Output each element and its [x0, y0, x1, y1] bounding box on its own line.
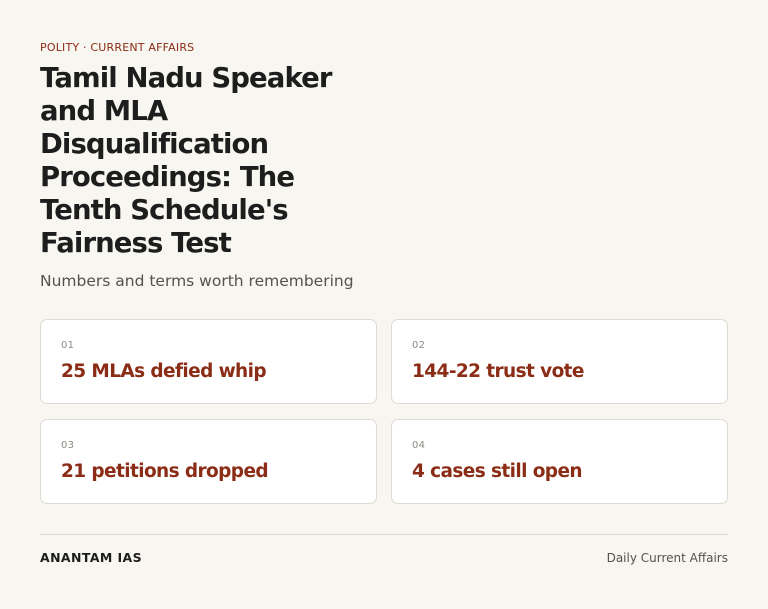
fact-card-text: 144-22 trust vote	[412, 361, 584, 382]
fact-card	[40, 419, 377, 504]
fact-card-grid	[40, 319, 728, 504]
fact-card-number: 02	[412, 340, 426, 351]
fact-card-text: 25 MLAs defied whip	[61, 361, 267, 382]
footer-divider	[40, 534, 728, 535]
fact-card	[391, 319, 728, 404]
page-subtitle: Numbers and terms worth remembering	[40, 272, 354, 290]
fact-card-text: 21 petitions dropped	[61, 461, 269, 482]
fact-card-number: 03	[61, 440, 75, 451]
fact-card-text: 4 cases still open	[412, 461, 582, 482]
brand-name: ANANTAM IAS	[40, 550, 143, 565]
footer-tagline: Daily Current Affairs	[606, 551, 728, 565]
page-title: Tamil Nadu Speaker and MLA Disqualification Proceedings: The Tenth Schedule's Fairness Test	[40, 62, 332, 259]
fact-card-number: 01	[61, 340, 75, 351]
fact-card-number: 04	[412, 440, 426, 451]
fact-card	[40, 319, 377, 404]
infographic-page	[40, 0, 728, 609]
category-kicker: POLITY · CURRENT AFFAIRS	[40, 41, 195, 54]
fact-card	[391, 419, 728, 504]
